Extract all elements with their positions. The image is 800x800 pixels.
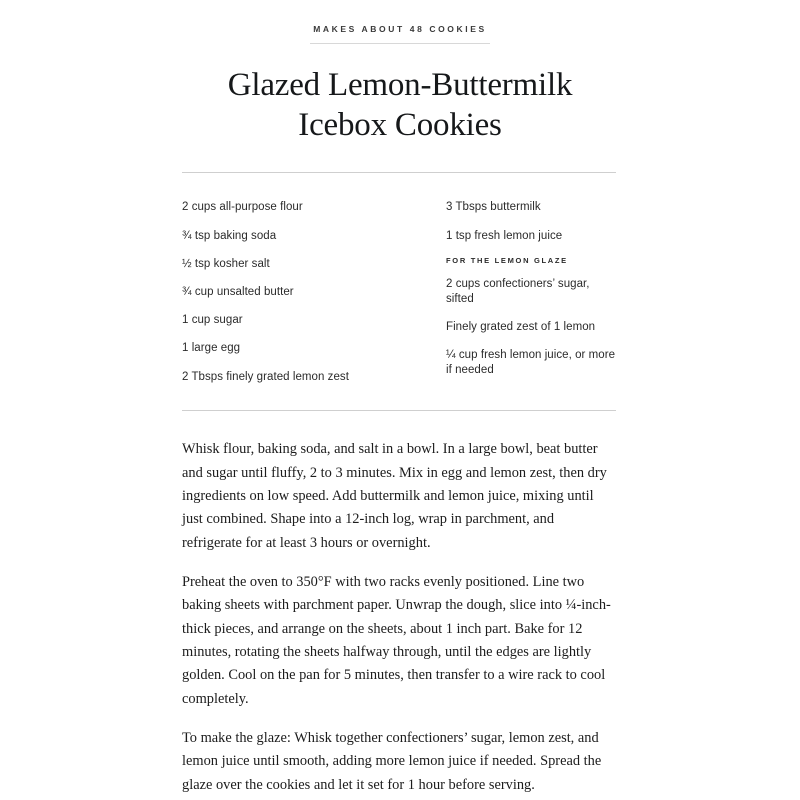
ingredient-item: ¼ cup fresh lemon juice, or more if needed	[446, 349, 616, 377]
instruction-paragraph: To make the glaze: Whisk together confectioners’ sugar, lemon zest, and lemon juice until smooth, adding more lemon juice if needed. Spread the glaze over the cookies and let it set for 1 hour before serving.	[182, 729, 602, 793]
ingredient-item: ½ tsp kosher salt	[182, 257, 270, 270]
ingredient-item: ¾ cup unsalted butter	[182, 285, 294, 298]
page-title-line-1: Glazed Lemon-Buttermilk	[227, 66, 573, 103]
ingredients-section	[182, 200, 618, 384]
ingredient-item: ¾ tsp baking soda	[182, 229, 277, 242]
ingredient-item: 1 cup sugar	[182, 314, 243, 327]
ingredient-item: 2 cups all-purpose flour	[182, 201, 303, 214]
ingredient-item: 1 large egg	[182, 342, 241, 355]
divider-above-ingredients	[182, 172, 616, 173]
page-title-line-2: Icebox Cookies	[298, 107, 502, 144]
instructions-section	[182, 438, 616, 797]
ingredient-item: 3 Tbsps buttermilk	[446, 201, 541, 214]
glaze-subheading: FOR THE LEMON GLAZE	[446, 255, 568, 265]
recipe-yield-text: MAKES ABOUT 48 COOKIES	[313, 24, 487, 34]
instruction-paragraph: Preheat the oven to 350°F with two racks evenly positioned. Line two baking sheets with parchment paper. Unwrap the dough, slice into ¼-inch-thick pieces, and arrange on the sheets, about 1 inch part. Bake for 12 minutes, rotating the sheets halfway through, until the edges are lightly golden. Cool on the pan for 5 minutes, then transfer to a wire rack to cool completely.	[182, 573, 611, 707]
ingredient-item: 2 cups confectioners’ sugar, sifted	[446, 278, 590, 305]
divider-above-instructions	[182, 410, 616, 411]
kicker-divider	[310, 43, 490, 44]
ingredients-column-right	[400, 200, 618, 384]
ingredient-item: Finely grated zest of 1 lemon	[446, 321, 596, 334]
ingredients-column-left	[182, 200, 400, 384]
instruction-paragraph: Whisk flour, baking soda, and salt in a bowl. In a large bowl, beat butter and sugar until fluffy, 2 to 3 minutes. Mix in egg and lemon zest, then dry ingredients on low speed. Add buttermilk and lemon juice, mixing until just combined. Shape into a 12-inch log, wrap in parchment, and refrigerate for at least 3 hours or overnight.	[182, 441, 607, 551]
ingredient-item: 2 Tbsps finely grated lemon zest	[182, 370, 349, 383]
page-title	[182, 65, 618, 147]
recipe-yield-block	[182, 0, 618, 44]
ingredient-item: 1 tsp fresh lemon juice	[446, 229, 563, 242]
